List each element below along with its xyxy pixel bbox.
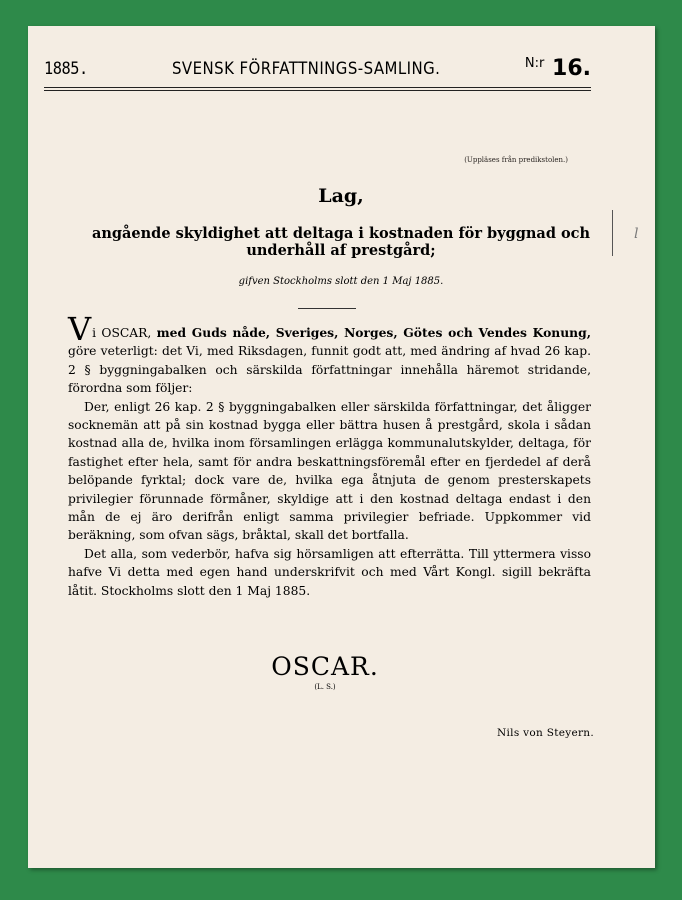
- page-header: [44, 56, 591, 88]
- pencil-annotation: l: [634, 226, 639, 242]
- seal-mark: (L. S.): [314, 683, 336, 691]
- header-number-value: 16.: [552, 56, 591, 81]
- law-subtitle: [60, 225, 622, 259]
- subtitle-line-1: angående skyldighet att deltaga i kostnaden för byggnad och: [91, 225, 591, 242]
- intro-title: med Guds nåde, Sveriges, Norges, Götes och Vendes Konung,: [156, 325, 591, 340]
- paragraph-1: Der, enligt 26 kap. 2 § byggningabalken eller särskilda författningar, det åligger socknemän att på sin kostnad bygga eller bättra husen å prestgård, skola i sådan kostnad alla de, hvilka inom församlingen erlägga kommunalutskylder, deltaga, för fastighet efter hela, samt för andra beskattningsföremål efter en fjerdedel af derå belöpande fyrktal; dock vare de, hvilka ega åtnjuta de genom presterskapets privilegier förunnade förmåner, skyldige att i den kostnad deltaga endast i den mån de ej äro derifrån enligt samma privilegier befriade. Uppkommer vid beräkning, som ofvan sägs, bråktal, skall det bortfalla.: [68, 399, 591, 543]
- law-title: Lag,: [318, 185, 364, 207]
- intro-paragraph: [68, 310, 591, 398]
- intro-name: i OSCAR,: [92, 326, 152, 340]
- countersignature: Nils von Steyern.: [497, 727, 594, 739]
- header-year: 1885.: [44, 59, 88, 79]
- margin-line: [612, 210, 613, 256]
- divider: [298, 308, 356, 309]
- given-date: gifven Stockholms slott den 1 Maj 1885.: [238, 276, 444, 287]
- header-title: SVENSK FÖRFATTNINGS-SAMLING.: [172, 59, 441, 79]
- intro-rest: göre veterligt: det Vi, med Riksdagen, funnit godt att, med ändring af hvad 26 kap. 2 § byggningabalken och särskilda författningar innehålla häremot stridande, förordna som följer:: [68, 344, 591, 396]
- royal-signature: OSCAR.: [271, 652, 379, 681]
- header-number-prefix: N:r: [524, 56, 545, 71]
- paragraph-2: Det alla, som vederbör, hafva sig hörsamligen att efterrätta. Till yttermera visso hafve Vi detta med egen hand underskrifvit och med Vårt Kongl. sigill bekräfta låtit. Stockholms slott den 1 Maj 1885.: [68, 546, 591, 598]
- drop-cap: V: [68, 310, 92, 348]
- reading-note: (Uppläses från predikstolen.): [464, 156, 568, 164]
- law-body: [68, 310, 591, 600]
- subtitle-line-2: underhåll af prestgård;: [246, 242, 436, 259]
- header-number: [525, 56, 591, 81]
